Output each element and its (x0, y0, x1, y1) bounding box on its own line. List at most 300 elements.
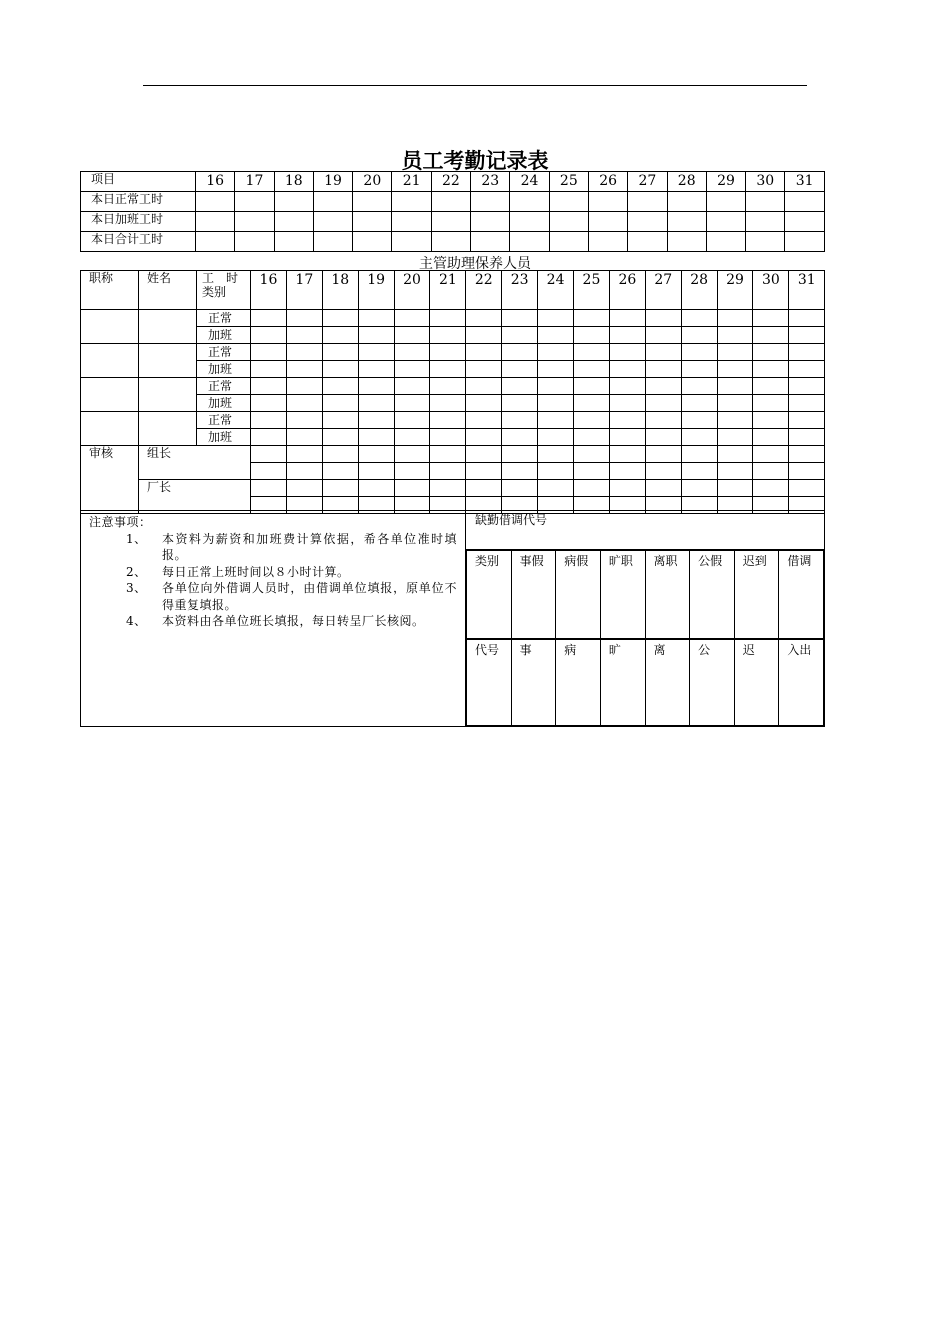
summary-cell (235, 232, 274, 252)
hour-cell (430, 310, 466, 327)
staff-name-cell (139, 310, 197, 344)
hour-cell (717, 412, 753, 429)
summary-cell (510, 192, 549, 212)
day-header-cell: 27 (628, 172, 667, 192)
review-cell (322, 446, 358, 463)
hour-cell (394, 361, 430, 378)
review-cell (502, 446, 538, 463)
review-cell (466, 480, 502, 497)
review-cell (753, 446, 789, 463)
hour-cell (609, 327, 645, 344)
summary-cell (431, 192, 470, 212)
notes-panel (81, 511, 466, 727)
hour-cell (609, 310, 645, 327)
summary-header-label: 项目 (81, 172, 196, 192)
hour-cell (358, 378, 394, 395)
hour-cell (789, 310, 825, 327)
hour-cell (502, 412, 538, 429)
day-header-cell: 30 (753, 271, 789, 310)
hour-cell (645, 395, 681, 412)
hour-cell (538, 412, 574, 429)
summary-cell (785, 212, 824, 232)
summary-cell (274, 192, 313, 212)
day-header-cell: 28 (667, 172, 706, 192)
codes-category-table (466, 550, 824, 639)
day-header-cell: 18 (322, 271, 358, 310)
review-cell (538, 463, 574, 480)
hour-cell (466, 395, 502, 412)
review-cell (286, 463, 322, 480)
review-cell (430, 446, 466, 463)
hour-cell (286, 327, 322, 344)
summary-header-row (81, 172, 825, 192)
review-cell (789, 480, 825, 497)
hour-type-normal: 正常 (197, 412, 251, 429)
notes-heading: 注意事项： (89, 515, 152, 529)
hour-cell (681, 361, 717, 378)
hour-cell (717, 378, 753, 395)
hour-cell (358, 395, 394, 412)
code-category-cell: 类别 (467, 551, 512, 639)
summary-cell (510, 232, 549, 252)
hour-cell (753, 361, 789, 378)
hour-cell (681, 395, 717, 412)
summary-cell (274, 212, 313, 232)
review-cell (574, 480, 610, 497)
summary-cell (746, 212, 785, 232)
summary-row (81, 212, 825, 232)
day-header-cell: 23 (471, 172, 510, 192)
hour-type-normal: 正常 (197, 344, 251, 361)
code-category-cell: 离职 (645, 551, 690, 639)
review-cell (789, 463, 825, 480)
hour-cell (430, 395, 466, 412)
staff-name-cell (139, 412, 197, 446)
code-value-cell: 病 (556, 640, 601, 726)
review-cell (717, 446, 753, 463)
col-type-top: 工 时 (202, 271, 239, 285)
review-cell (645, 480, 681, 497)
hour-cell (251, 344, 287, 361)
hour-cell (681, 378, 717, 395)
hour-cell (430, 361, 466, 378)
summary-cell (667, 232, 706, 252)
hour-cell (538, 378, 574, 395)
review-cell (574, 446, 610, 463)
summary-cell (196, 212, 235, 232)
summary-cell (628, 192, 667, 212)
day-header-cell: 25 (574, 271, 610, 310)
review-cell (538, 446, 574, 463)
hour-cell (717, 361, 753, 378)
hour-cell (358, 361, 394, 378)
staff-name-cell (139, 344, 197, 378)
hour-cell (322, 395, 358, 412)
hour-cell (574, 429, 610, 446)
summary-cell (588, 212, 627, 232)
hour-type-normal: 正常 (197, 378, 251, 395)
summary-cell (785, 192, 824, 212)
hour-cell (609, 361, 645, 378)
hour-cell (574, 344, 610, 361)
hour-cell (286, 344, 322, 361)
summary-row (81, 192, 825, 212)
hour-cell (502, 429, 538, 446)
hour-cell (502, 327, 538, 344)
hour-cell (358, 327, 394, 344)
header-rule (143, 85, 807, 86)
summary-cell (431, 232, 470, 252)
hour-cell (502, 344, 538, 361)
hour-cell (502, 310, 538, 327)
day-header-cell: 31 (785, 172, 824, 192)
hour-cell (466, 344, 502, 361)
hour-cell (645, 429, 681, 446)
summary-cell (392, 232, 431, 252)
col-type-bottom: 类别 (202, 285, 227, 299)
staff-title-cell (81, 378, 139, 412)
note-text: 每日正常上班时间以８小时计算。 (162, 564, 350, 579)
day-header-cell: 26 (609, 271, 645, 310)
day-header-cell: 21 (392, 172, 431, 192)
hour-cell (574, 378, 610, 395)
hour-cell (358, 310, 394, 327)
day-header-cell: 17 (235, 172, 274, 192)
day-header-cell: 18 (274, 172, 313, 192)
summary-row-label: 本日加班工时 (81, 212, 196, 232)
hour-cell (358, 412, 394, 429)
code-category-cell: 借调 (779, 551, 824, 639)
hour-cell (645, 327, 681, 344)
review-cell (753, 480, 789, 497)
hour-cell (466, 378, 502, 395)
review-cell (430, 480, 466, 497)
day-header-cell: 20 (394, 271, 430, 310)
review-row (81, 446, 825, 463)
code-value-cell: 公 (690, 640, 735, 726)
hour-cell (322, 361, 358, 378)
summary-cell (235, 192, 274, 212)
hour-cell (681, 327, 717, 344)
staff-name-cell (139, 378, 197, 412)
day-header-cell: 21 (430, 271, 466, 310)
day-header-cell: 25 (549, 172, 588, 192)
summary-cell (628, 212, 667, 232)
hour-cell (574, 310, 610, 327)
hour-type-overtime: 加班 (197, 361, 251, 378)
hour-cell (394, 310, 430, 327)
note-number: 4、 (126, 614, 147, 628)
factory-head-label: 厂长 (139, 480, 251, 514)
hour-cell (789, 395, 825, 412)
hour-cell (394, 395, 430, 412)
hour-cell (251, 327, 287, 344)
day-header-cell: 20 (353, 172, 392, 192)
hour-cell (286, 395, 322, 412)
summary-cell (785, 232, 824, 252)
day-header-cell: 17 (286, 271, 322, 310)
hour-cell (789, 361, 825, 378)
hour-cell (717, 429, 753, 446)
review-cell (609, 446, 645, 463)
summary-cell (588, 192, 627, 212)
hour-cell (681, 344, 717, 361)
summary-cell (392, 212, 431, 232)
hour-cell (538, 429, 574, 446)
code-value-cell: 离 (645, 640, 690, 726)
hour-cell (322, 429, 358, 446)
review-cell (322, 463, 358, 480)
hour-type-normal: 正常 (197, 310, 251, 327)
hour-cell (322, 378, 358, 395)
hour-cell (681, 412, 717, 429)
review-row (81, 480, 825, 497)
day-header-cell: 29 (706, 172, 745, 192)
note-text: 本资料由各单位班长填报，每日转呈厂长核阅。 (162, 614, 425, 628)
day-header-cell: 24 (538, 271, 574, 310)
note-text: 本资料为薪资和加班费计算依据，希各单位准时填报。 (162, 531, 457, 562)
note-number: 3、 (126, 581, 147, 595)
code-category-cell: 迟到 (734, 551, 779, 639)
hour-cell (717, 310, 753, 327)
hour-cell (645, 378, 681, 395)
footer-table (80, 510, 825, 727)
hour-cell (430, 327, 466, 344)
day-header-cell: 19 (358, 271, 394, 310)
summary-cell (706, 192, 745, 212)
note-number: 2、 (126, 564, 147, 579)
review-cell (681, 463, 717, 480)
hour-cell (466, 327, 502, 344)
hour-cell (466, 310, 502, 327)
hour-cell (466, 361, 502, 378)
hour-cell (286, 412, 322, 429)
summary-cell (746, 232, 785, 252)
review-cell (358, 446, 394, 463)
hour-cell (322, 412, 358, 429)
review-cell (609, 463, 645, 480)
hour-cell (645, 361, 681, 378)
summary-row-label: 本日正常工时 (81, 192, 196, 212)
summary-cell (549, 232, 588, 252)
note-item (89, 580, 457, 613)
note-number: 1、 (126, 531, 147, 546)
code-category-cell: 公假 (690, 551, 735, 639)
staff-header-row (81, 271, 825, 310)
hour-cell (430, 429, 466, 446)
code-value-cell: 事 (511, 640, 556, 726)
staff-title-cell (81, 344, 139, 378)
summary-row (81, 232, 825, 252)
review-cell (502, 463, 538, 480)
summary-cell (628, 232, 667, 252)
hour-cell (717, 395, 753, 412)
summary-cell (313, 192, 352, 212)
hour-cell (502, 378, 538, 395)
summary-cell (471, 232, 510, 252)
review-cell (251, 480, 287, 497)
page-title: 员工考勤记录表 (401, 148, 549, 173)
staff-row (81, 412, 825, 429)
day-header-cell: 26 (588, 172, 627, 192)
hour-cell (538, 361, 574, 378)
review-cell (394, 463, 430, 480)
hour-cell (251, 412, 287, 429)
staff-title-cell (81, 310, 139, 344)
staff-table (80, 270, 825, 514)
hour-cell (753, 395, 789, 412)
day-header-cell: 16 (196, 172, 235, 192)
summary-cell (392, 192, 431, 212)
review-cell (466, 446, 502, 463)
review-cell (358, 463, 394, 480)
hour-cell (286, 361, 322, 378)
summary-cell (353, 192, 392, 212)
hour-cell (466, 412, 502, 429)
hour-cell (251, 395, 287, 412)
code-value-cell: 旷 (600, 640, 645, 726)
hour-cell (789, 378, 825, 395)
code-value-cell: 代号 (467, 640, 512, 726)
code-category-cell: 病假 (556, 551, 601, 639)
review-cell (681, 480, 717, 497)
hour-cell (574, 327, 610, 344)
hour-cell (322, 310, 358, 327)
hour-cell (394, 412, 430, 429)
day-header-cell: 27 (645, 271, 681, 310)
hour-cell (609, 395, 645, 412)
summary-cell (549, 212, 588, 232)
hour-cell (681, 429, 717, 446)
hour-cell (251, 310, 287, 327)
hour-cell (322, 344, 358, 361)
hour-cell (538, 310, 574, 327)
hour-cell (394, 378, 430, 395)
hour-cell (753, 412, 789, 429)
hour-cell (574, 412, 610, 429)
hour-cell (574, 361, 610, 378)
summary-cell (588, 232, 627, 252)
day-header-cell: 31 (789, 271, 825, 310)
review-cell (286, 446, 322, 463)
review-cell (789, 446, 825, 463)
summary-cell (235, 212, 274, 232)
hour-cell (430, 412, 466, 429)
summary-row-label: 本日合计工时 (81, 232, 196, 252)
hour-cell (538, 395, 574, 412)
review-cell (394, 480, 430, 497)
hour-cell (538, 344, 574, 361)
hour-cell (681, 310, 717, 327)
staff-row (81, 378, 825, 395)
hour-cell (645, 412, 681, 429)
hour-cell (609, 344, 645, 361)
hour-cell (358, 344, 394, 361)
review-cell (251, 446, 287, 463)
col-type-header (197, 271, 251, 310)
hour-cell (394, 327, 430, 344)
hour-cell (609, 412, 645, 429)
hour-cell (645, 310, 681, 327)
hour-cell (286, 429, 322, 446)
hour-cell (753, 429, 789, 446)
review-cell (717, 463, 753, 480)
hour-cell (717, 327, 753, 344)
review-cell (574, 463, 610, 480)
day-header-cell: 30 (746, 172, 785, 192)
summary-cell (313, 212, 352, 232)
summary-cell (667, 192, 706, 212)
review-cell (645, 446, 681, 463)
day-header-cell: 23 (502, 271, 538, 310)
note-item (89, 531, 457, 564)
hour-cell (609, 429, 645, 446)
code-category-cell: 旷职 (600, 551, 645, 639)
hour-cell (502, 361, 538, 378)
day-header-cell: 19 (313, 172, 352, 192)
review-cell (430, 463, 466, 480)
summary-cell (471, 212, 510, 232)
review-label: 审核 (81, 446, 139, 514)
code-category-cell: 事假 (511, 551, 556, 639)
codes-code-table (466, 639, 824, 726)
hour-type-overtime: 加班 (197, 395, 251, 412)
review-cell (322, 480, 358, 497)
summary-cell (510, 212, 549, 232)
day-header-cell: 28 (681, 271, 717, 310)
review-cell (753, 463, 789, 480)
summary-cell (471, 192, 510, 212)
review-cell (251, 463, 287, 480)
day-header-cell: 24 (510, 172, 549, 192)
staff-title-cell (81, 412, 139, 446)
hour-cell (717, 344, 753, 361)
hour-cell (394, 429, 430, 446)
note-item (89, 564, 457, 581)
col-title-header: 职称 (81, 271, 139, 310)
staff-row (81, 344, 825, 361)
hour-cell (251, 378, 287, 395)
team-leader-label: 组长 (139, 446, 251, 480)
review-cell (681, 446, 717, 463)
review-cell (394, 446, 430, 463)
summary-cell (431, 212, 470, 232)
day-header-cell: 22 (431, 172, 470, 192)
staff-row (81, 310, 825, 327)
summary-cell (196, 232, 235, 252)
hour-cell (286, 378, 322, 395)
summary-table (80, 171, 825, 252)
review-cell (717, 480, 753, 497)
summary-cell (667, 212, 706, 232)
review-cell (466, 463, 502, 480)
review-cell (502, 480, 538, 497)
summary-cell (353, 212, 392, 232)
hour-cell (430, 378, 466, 395)
hour-cell (574, 395, 610, 412)
review-cell (538, 480, 574, 497)
note-item (89, 613, 457, 630)
code-value-cell: 迟 (734, 640, 779, 726)
review-cell (286, 480, 322, 497)
summary-cell (746, 192, 785, 212)
codes-heading: 缺勤借调代号 (466, 511, 825, 550)
note-text: 各单位向外借调人员时，由借调单位填报，原单位不得重复填报。 (162, 581, 457, 612)
summary-cell (549, 192, 588, 212)
hour-cell (753, 378, 789, 395)
hour-cell (789, 344, 825, 361)
hour-cell (430, 344, 466, 361)
